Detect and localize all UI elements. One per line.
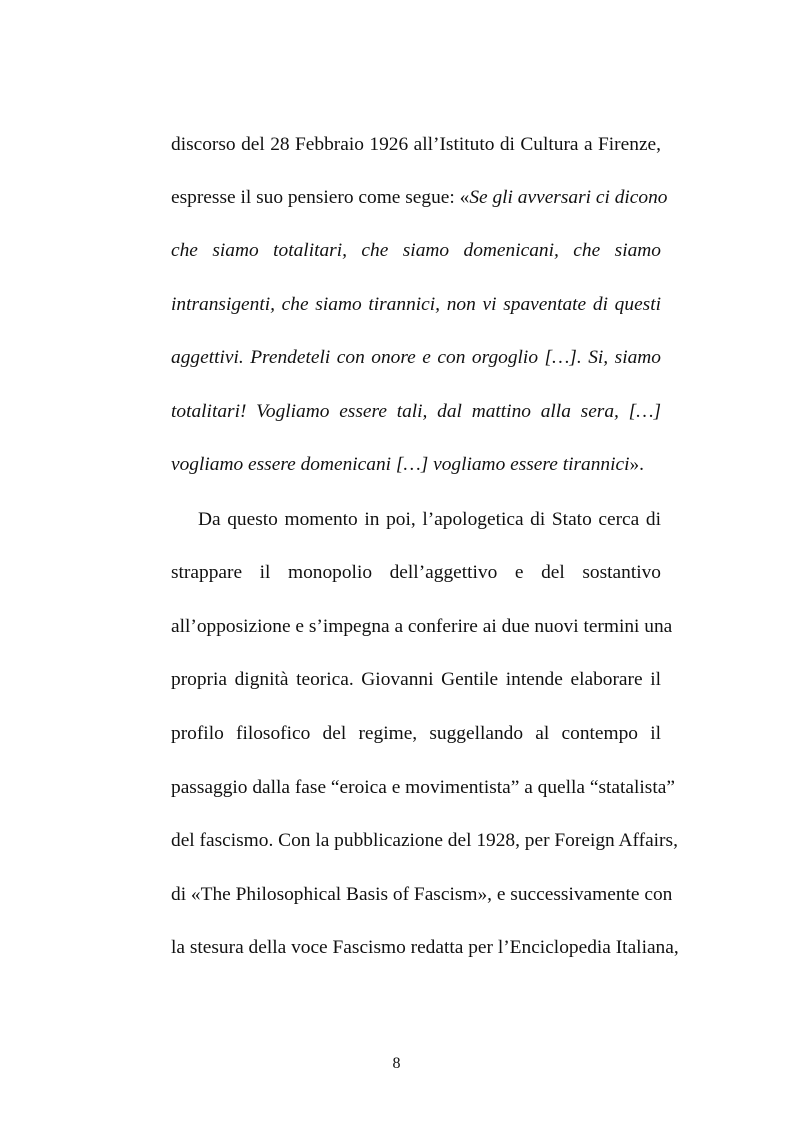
text-line: [171, 828, 678, 854]
text-line: [171, 935, 679, 961]
text-line: [171, 132, 661, 158]
paragraph-first-line: [198, 507, 661, 533]
text-line: [171, 882, 673, 908]
text-segment: strappare il monopolio dell’aggettivo e del sostantivo: [171, 562, 661, 583]
text-segment: discorso del 28 Febbraio 1926 all’Istituto di Cultura a Firenze,: [171, 134, 661, 155]
page-number: 8: [392, 1055, 401, 1072]
quote-line: [171, 399, 661, 425]
text-line: [171, 614, 673, 640]
text-line: [171, 560, 661, 586]
text-line: [171, 452, 661, 478]
text-line: [171, 667, 661, 693]
quote-segment: che siamo totalitari, che siamo domenicani, che siamo: [171, 240, 661, 261]
text-segment: espresse il suo pensiero come segue: «: [171, 187, 470, 208]
quote-segment: aggettivi. Prendeteli con onore e con orgoglio […]. Si, siamo: [171, 347, 661, 368]
text-segment: ».: [629, 454, 645, 475]
text-segment: propria dignità teorica. Giovanni Gentile intende elaborare il: [171, 669, 661, 690]
text-segment: profilo filosofico del regime, suggellando al contempo il: [171, 723, 661, 744]
text-segment: di «The Philosophical Basis of Fascism», e successivamente con: [171, 884, 673, 905]
text-segment: all’opposizione e s’impegna a conferire ai due nuovi termini una: [171, 616, 673, 637]
text-segment: del fascismo. Con la pubblicazione del 1928, per Foreign Affairs,: [171, 830, 678, 851]
quote-segment: vogliamo essere domenicani […] vogliamo essere tirannici: [171, 454, 630, 475]
quote-line: [171, 345, 661, 371]
quote-segment: intransigenti, che siamo tirannici, non vi spaventate di questi: [171, 294, 661, 315]
quote-segment: totalitari! Vogliamo essere tali, dal mattino alla sera, […]: [171, 401, 661, 422]
text-line: [171, 185, 668, 211]
quote-line: [171, 292, 661, 318]
text-line: [171, 721, 661, 747]
text-line: [171, 775, 675, 801]
text-segment: Da questo momento in poi, l’apologetica di Stato cerca di: [198, 509, 661, 530]
quote-segment: Se gli avversari ci dicono: [469, 187, 668, 208]
quote-line: [171, 238, 661, 264]
text-segment: passaggio dalla fase “eroica e movimentista” a quella “statalista”: [171, 777, 675, 798]
text-segment: la stesura della voce Fascismo redatta per l’Enciclopedia Italiana,: [171, 937, 679, 958]
